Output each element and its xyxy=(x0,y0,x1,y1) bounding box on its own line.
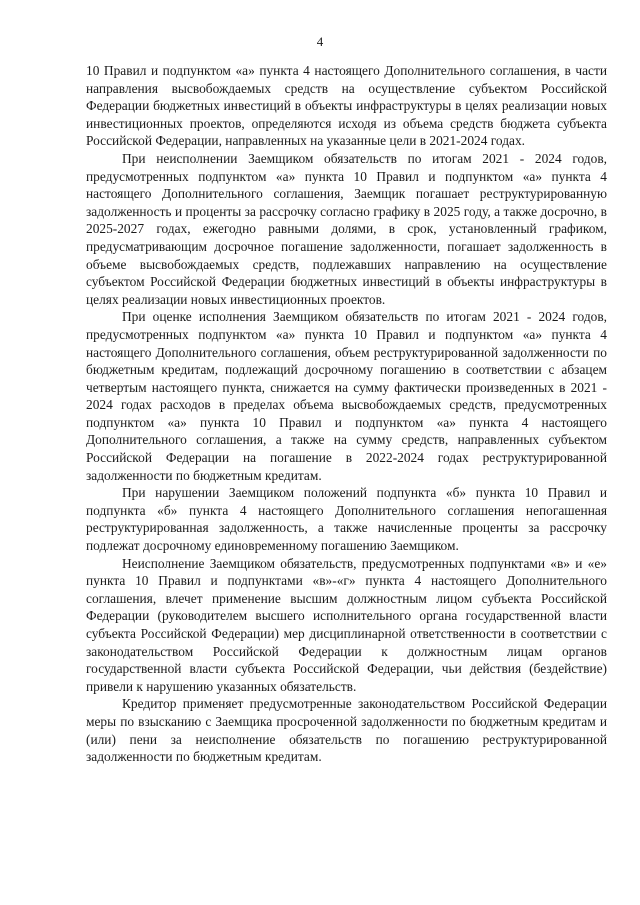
paragraph-creditor-measures: Кредитор применяет предусмотренные законодательством Российской Федерации меры по взысканию с Заемщика просроченной задолженности по бюджетным кредитам и (или) пени за неисполнение обязательств по погашению реструктурированной задолженности по бюджетным кредитам. xyxy=(86,696,607,765)
paragraph-disciplinary: Неисполнение Заемщиком обязательств, предусмотренных подпунктами «в» и «е» пункта 10 Правил и подпунктами «в»-«г» пункта 4 настоящего Дополнительного соглашения, влечет применение высшим должностным лицом субъекта Российской Федерации (руководителем высшего исполнительного органа государственной власти субъекта Российской Федерации) мер дисциплинарной ответственности в соответствии с законодательством Российской Федерации к должностным лицам органов государственной власти субъекта Российской Федерации, чьи действия (бездействие) привели к нарушению указанных обязательств. xyxy=(86,555,607,694)
paragraph-assessment: При оценке исполнения Заемщиком обязательств по итогам 2021 - 2024 годов, предусмотренных подпунктом «а» пункта 10 Правил и подпунктом «а» пункта 4 настоящего Дополнительного соглашения, объем реструктурированной задолженности по бюджетным кредитам, подлежащий досрочному погашению в соответствии с абзацем четвертым настоящего пункта, снижается на сумму фактически произведенных в 2021 - 2024 годах расходов в пределах объема высвобождаемых средств, предусмотренных подпунктом «а» пункта 10 Правил и подпунктом «а» пункта 4 настоящего Дополнительного соглашения, а также на сумму средств, направленных субъектом Российской Федерации на погашение в 2022-2024 годах реструктурированной задолженности по бюджетным кредитам. xyxy=(86,309,607,483)
paragraph-continuation: 10 Правил и подпунктом «а» пункта 4 настоящего Дополнительного соглашения, в части направления высвобождаемых средств на осуществление субъектом Российской Федерации бюджетных инвестиций в объекты инфраструктуры в целях реализации новых инвестиционных проектов, определяются исходя из объема средств бюджета субъекта Российской Федерации, направленных на указанные цели в 2021-2024 годах. xyxy=(86,63,607,149)
paragraph-nonfulfillment: При неисполнении Заемщиком обязательств по итогам 2021 - 2024 годов, предусмотренных подпунктом «а» пункта 10 Правил и подпунктом «а» пункта 4 настоящего Дополнительного соглашения, Заемщик погашает реструктурированную задолженность и проценты за рассрочку согласно графику в 2025 году, а также досрочно, в 2025-2027 годах, ежегодно равными долями, в срок, установленный графиком, предусматривающим досрочное погашение задолженности, погашает задолженность в объеме высвобождаемых средств, подлежавших направлению на осуществление субъектом Российской Федерации бюджетных инвестиций в объекты инфраструктуры в целях реализации новых инвестиционных проектов. xyxy=(86,150,607,307)
page-number: 4 xyxy=(316,34,324,49)
document-body xyxy=(86,62,607,766)
paragraph-violation: При нарушении Заемщиком положений подпункта «б» пункта 10 Правил и подпункта «б» пункта 4 настоящего Дополнительного соглашения непогашенная реструктурированная задолженность, а также начисленные проценты за рассрочку подлежат досрочному единовременному погашению Заемщиком. xyxy=(86,485,607,554)
